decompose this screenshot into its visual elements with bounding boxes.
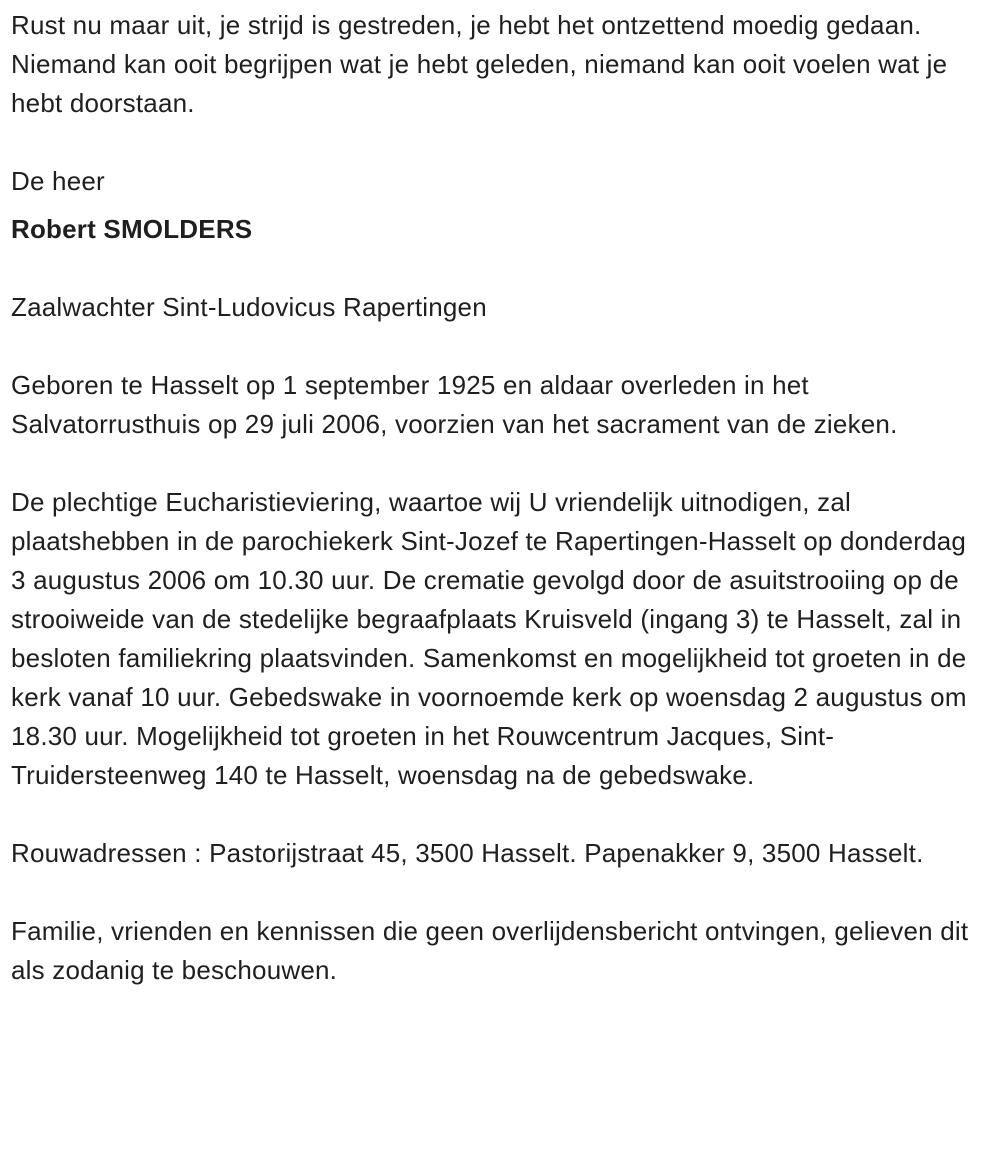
opening-verse: Rust nu maar uit, je strijd is gestreden, je hebt het ontzettend moedig gedaan. Niemand kan ooit begrijpen wat je hebt geleden, niemand kan ooit voelen wat je hebt doorstaan. bbox=[11, 10, 948, 118]
ceremony-paragraph: De plechtige Eucharistieviering, waartoe wij U vriendelijk uitnodigen, zal plaatshebben in de parochiekerk Sint-Jozef te Rapertingen-Hasselt op donderdag 3 augustus 2006 om 10.30 uur. De crematie gevolgd door de asuitstrooiing op de strooiweide van de stedelijke begraafplaats Kruisveld (ingang 3) te Hasselt, zal in besloten familiekring plaatsvinden. Samenkomst en mogelijkheid tot groeten in de kerk vanaf 10 uur. Gebedswake in voornoemde kerk op woensdag 2 augustus om 18.30 uur. Mogelijkheid tot groeten in het Rouwcentrum Jacques, Sint-Truidersteenweg 140 te Hasselt, woensdag na de gebedswake. bbox=[11, 487, 967, 790]
mourning-addresses: Rouwadressen : Pastorijstraat 45, 3500 Hasselt. Papenakker 9, 3500 Hasselt. bbox=[11, 838, 924, 868]
closing-notice: Familie, vrienden en kennissen die geen overlijdensbericht ontvingen, gelieven dit als zodanig te beschouwen. bbox=[11, 916, 969, 985]
salutation: De heer bbox=[11, 166, 105, 196]
birth-death-paragraph: Geboren te Hasselt op 1 september 1925 en aldaar overleden in het Salvatorrusthuis op 29 juli 2006, voorzien van het sacrament van de zieken. bbox=[11, 370, 898, 439]
function-title: Zaalwachter Sint-Ludovicus Rapertingen bbox=[11, 292, 487, 322]
deceased-name: Robert SMOLDERS bbox=[11, 214, 253, 244]
